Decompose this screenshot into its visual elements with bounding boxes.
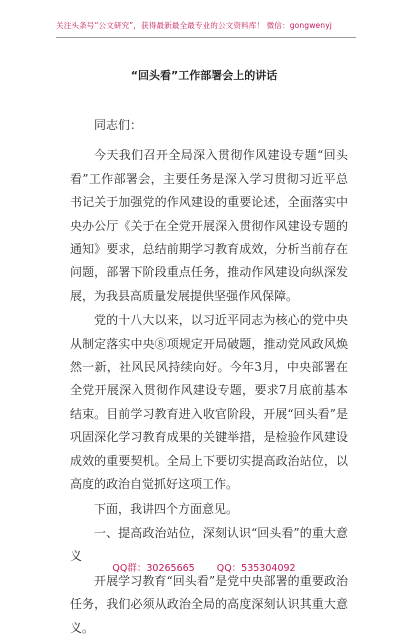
paragraph-section-1: 开展学习教育“回头看”是党中央部署的重要政治任务，我们必须从政治全局的高度深刻认识其重大意义。 [70,573,348,635]
paragraph-transition: 下面，我讲四个方面意见。 [94,501,239,516]
footer-contact [0,560,408,574]
paragraph-opening: 今天我们召开全局深入贯彻作风建设专题“回头看”工作部署会，主要任务是深入学习贯彻习近平总书记关于加强党的作风建设的重要论述，全面落实中央办公厅《关于在全党开展深入贯彻作风建设专题的通知》要求，总结前期学习教育成效，分析当前存在问题，部署下阶段重点任务，推动作风建设向纵深发展，为我县高质量发展提供坚强作风保障。 [70,148,348,303]
header-divider [56,37,356,38]
header-note: 关注头条号“公文研究”，获得最新最全最专业的公文资料库！ 微信：gongwenyj [56,21,332,30]
salutation: 同志们： [94,118,143,132]
section-heading-1: 一、提高政治站位，深刻认识“回头看”的重大意义 [70,525,348,564]
footer-qq-group: QQ群：30265665 [112,563,195,574]
document-title: “回头看”工作部署会上的讲话 [130,69,278,82]
footer-qq-number: QQ：535304092 [216,563,296,574]
paragraph-background: 党的十八大以来，以习近平同志为核心的党中央从制定落实中央⑧项规定开局破题，推动党风政风焕然一新，社风民风持续向好。今年3月，中央部署在全党开展深入贯彻作风建设专题，要求7月底前基本结束。目前学习教育进入收官阶段，开展“回头看”是巩固深化学习教育成果的关键举措，是检验作风建设成效的重要契机。全局上下要切实提高政治站位，以高度的政治自觉抓好这项工作。 [70,313,348,492]
